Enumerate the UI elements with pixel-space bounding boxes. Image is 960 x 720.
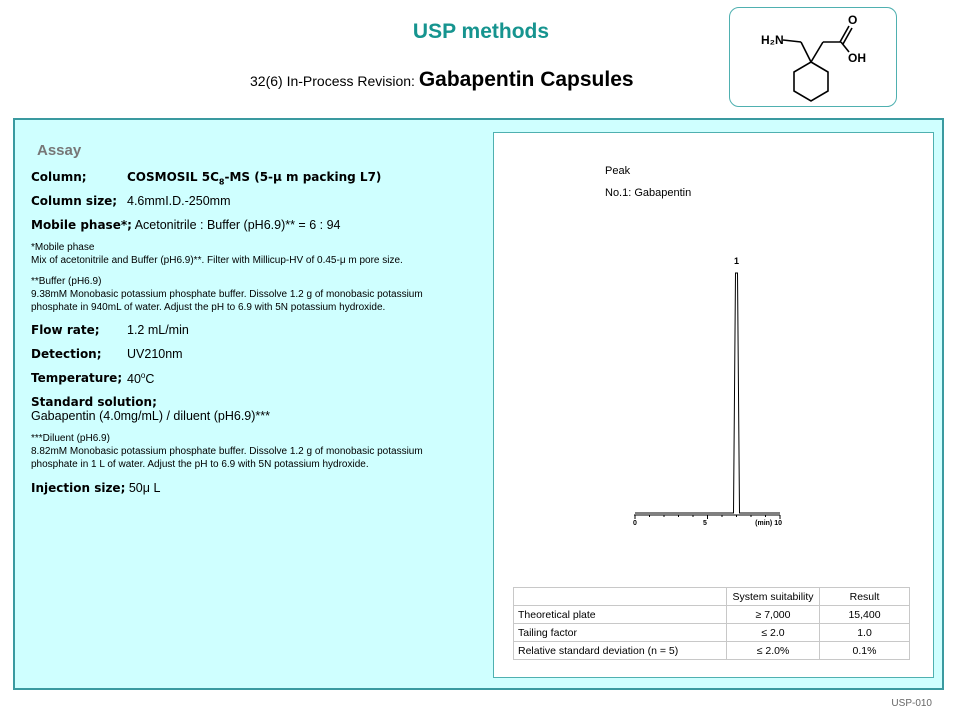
peak-label: 1 — [733, 256, 740, 266]
hydroxyl-label: OH — [848, 51, 866, 65]
header-cell — [514, 588, 727, 606]
compound-name: Gabapentin Capsules — [418, 68, 634, 91]
column-value: COSMOSIL $5C_8-MS$ (5-μ m packing L7) — [127, 170, 382, 187]
flow-rate-label: Flow rate; — [31, 323, 100, 337]
subtitle-prefix: 32(6) In-Process Revision: — [250, 73, 419, 89]
requirement-cell: ≤ 2.0% — [727, 642, 820, 660]
system-suitability-table — [513, 587, 910, 660]
assay-panel — [13, 118, 944, 690]
diluent-note: ***Diluent (pH6.9) 8.82mM Monobasic potassium phosphate buffer. Dissolve 1.2 g of monobasic potassium phosphate in 1 L of water. Adjust the pH to 6.9 with 5N potassium hydroxide. — [31, 433, 423, 470]
bond-ring-ch2b — [811, 42, 823, 62]
buffer-note: **Buffer (pH6.9) 9.38mM Monobasic potassium phosphate buffer. Dissolve 1.2 g of monobasic potassium phosphate in 940mL of water. Adjust the pH to 6.9 with 5N potassium hydroxide. — [31, 276, 423, 313]
peak-heading: Peak — [605, 165, 631, 177]
temperature-label: Temperature; — [31, 371, 123, 385]
column-size-label: Column size; — [31, 194, 118, 208]
bond-c-o-2 — [843, 28, 852, 44]
x-tick-label-5: 5 — [703, 520, 707, 527]
peak-item: No.1: Gabapentin — [605, 187, 692, 199]
table-row — [514, 624, 910, 642]
bond-ch2a-n — [783, 40, 801, 42]
temperature-row — [31, 371, 155, 387]
mobile-phase-note: *Mobile phase Mix of acetonitrile and Buffer (pH6.9)**. Filter with Millicup-HV of 0.45-μ m pore size. — [31, 242, 403, 266]
column-size-row — [31, 194, 231, 208]
injection-value: 50μ L — [128, 481, 161, 495]
criterion-cell: Relative standard deviation (n = 5) — [514, 642, 727, 660]
chromatogram-panel — [493, 132, 934, 678]
table-row — [514, 642, 910, 660]
x-tick-label-0: 0 — [633, 520, 637, 527]
result-cell: 15,400 — [820, 606, 910, 624]
flow-rate-value: 1.2 mL/min — [127, 323, 189, 337]
chromatogram-trace — [635, 273, 780, 513]
detection-value: UV210nm — [127, 347, 183, 361]
requirement-cell: ≥ 7,000 — [727, 606, 820, 624]
cyclohexane-ring — [794, 62, 828, 101]
column-row — [31, 170, 382, 187]
peak-legend — [605, 160, 691, 204]
bond-c-o-1 — [840, 26, 849, 42]
table-row — [514, 606, 910, 624]
standard-solution-label: Standard solution; — [31, 395, 157, 409]
criterion-cell: Tailing factor — [514, 624, 727, 642]
chromatogram — [634, 251, 794, 546]
mobile-phase-label: Mobile phase*; — [31, 218, 132, 232]
column-size-value: 4.6mmI.D.-250mm — [127, 194, 231, 208]
bond-ring-ch2a — [801, 42, 811, 62]
x-axis-ticks — [635, 515, 780, 519]
detection-row — [31, 347, 183, 361]
flow-rate-row — [31, 323, 189, 337]
mobile-phase-row — [31, 218, 340, 232]
table-header-row — [514, 588, 910, 606]
assay-heading: Assay — [37, 142, 82, 159]
gabapentin-structure-drawing — [730, 8, 896, 106]
page-subtitle — [250, 68, 634, 92]
standard-solution-row — [31, 395, 270, 423]
column-label: Column; — [31, 170, 87, 184]
header-cell: System suitability — [727, 588, 820, 606]
page-title: USP methods — [412, 20, 550, 43]
temperature-value: 40$^o$C — [127, 371, 155, 387]
carbonyl-oxygen-label: O — [848, 13, 858, 27]
requirement-cell: ≤ 2.0 — [727, 624, 820, 642]
x-axis-unit-label: (min) 10 — [755, 520, 782, 527]
detection-label: Detection; — [31, 347, 102, 361]
amine-label: H₂N — [761, 33, 784, 47]
result-cell: 1.0 — [820, 624, 910, 642]
mobile-phase-value: Acetonitrile : Buffer (pH6.9)** = 6 : 94 — [134, 218, 341, 232]
chemical-structure — [729, 7, 897, 107]
criterion-cell: Theoretical plate — [514, 606, 727, 624]
injection-row — [31, 481, 160, 495]
slide-code: USP-010 — [891, 698, 932, 709]
header-cell: Result — [820, 588, 910, 606]
standard-solution-value: Gabapentin (4.0mg/mL) / diluent (pH6.9)*** — [31, 409, 271, 423]
result-cell: 0.1% — [820, 642, 910, 660]
injection-label: Injection size; — [31, 481, 126, 495]
